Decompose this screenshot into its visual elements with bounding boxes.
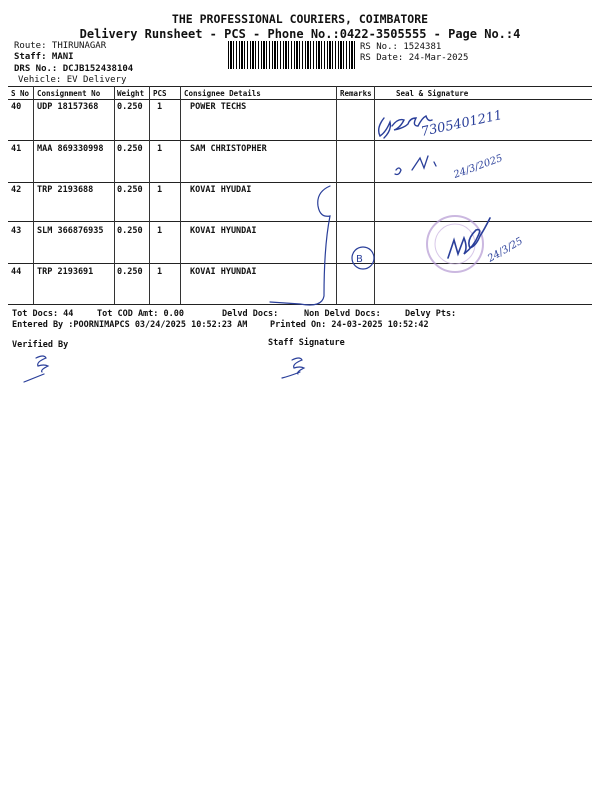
row-pcs: 1 (157, 185, 163, 195)
runsheet-subtitle: Delivery Runsheet - PCS - Phone No.:0422-3505555 - Page No.:4 (79, 27, 521, 41)
printed-on: Printed On: 24-03-2025 10:52:42 (270, 320, 429, 330)
rs-date: RS Date: 24-Mar-2025 (360, 53, 469, 63)
row-consignment: MAA 869330998 (37, 144, 104, 154)
col-header-remarks: Remarks (340, 89, 372, 98)
row-consignee: SAM CHRISTOPHER (190, 144, 267, 154)
row-consignment: UDP 18157368 (37, 102, 99, 112)
delivery-points: Delvy Pts: (405, 309, 457, 319)
rs-number: RS No.: 1524381 (360, 42, 442, 52)
staff-label: Staff: MANI (14, 52, 74, 62)
row-weight: 0.250 (117, 102, 143, 112)
row-consignee: POWER TECHS (190, 102, 247, 112)
row-pcs: 1 (157, 226, 163, 236)
row-weight: 0.250 (117, 185, 143, 195)
row-sno: 43 (11, 226, 22, 236)
row-consignee: KOVAI HYUDAI (190, 185, 252, 195)
row-consignment: TRP 2193688 (37, 185, 94, 195)
svg-text:7305401211: 7305401211 (419, 108, 504, 140)
row-pcs: 1 (157, 102, 163, 112)
row-sno: 41 (11, 144, 22, 154)
row-consignment: SLM 366876935 (37, 226, 104, 236)
row-pcs: 1 (157, 144, 163, 154)
row-consignment: TRP 2193691 (37, 267, 94, 277)
svg-text:B: B (356, 254, 363, 265)
total-docs: Tot Docs: 44 (12, 309, 74, 319)
route-label: Route: THIRUNAGAR (14, 41, 107, 51)
svg-text:24/3/25: 24/3/25 (486, 235, 525, 265)
drs-number: DRS No.: DCJB152438104 (14, 64, 134, 74)
col-header-seal-signature: Seal & Signature (396, 89, 469, 98)
verified-by-label: Verified By (12, 340, 69, 350)
col-header-weight: Weight (117, 89, 145, 98)
col-header-pcs: PCS (153, 89, 167, 98)
col-header-consignment: Consignment No (37, 89, 101, 98)
col-header-consignee: Consignee Details (184, 89, 261, 98)
total-cod-amount: Tot COD Amt: 0.00 (97, 309, 184, 319)
staff-signature-label: Staff Signature (268, 338, 345, 348)
delivered-docs: Delvd Docs: (222, 309, 279, 319)
non-delivered-docs: Non Delvd Docs: (304, 309, 381, 319)
vehicle-label: Vehicle: EV Delivery (18, 75, 127, 85)
row-consignee: KOVAI HYUNDAI (190, 226, 257, 236)
row-sno: 42 (11, 185, 22, 195)
row-sno: 40 (11, 102, 22, 112)
row-sno: 44 (11, 267, 22, 277)
row-weight: 0.250 (117, 267, 143, 277)
entered-by: Entered By :POORNIMAPCS 03/24/2025 10:52:23 AM (12, 320, 248, 330)
company-title: THE PROFESSIONAL COURIERS, COIMBATORE (171, 12, 429, 26)
row-pcs: 1 (157, 267, 163, 277)
col-header-sno: S No (11, 89, 30, 98)
row-weight: 0.250 (117, 144, 143, 154)
row-weight: 0.250 (117, 226, 143, 236)
row-consignee: KOVAI HYUNDAI (190, 267, 257, 277)
svg-text:24/3/2025: 24/3/2025 (452, 152, 505, 181)
